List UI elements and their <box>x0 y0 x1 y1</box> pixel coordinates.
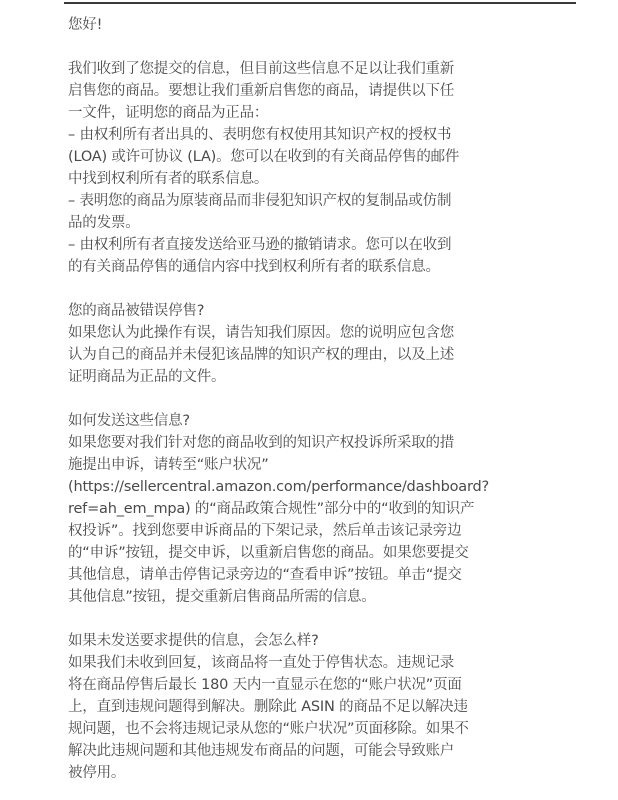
text-line: 将在商品停售后最长 180 天内一直显示在您的“账户状况”页面 <box>68 677 462 693</box>
text-line: 我们收到了您提交的信息，但目前这些信息不足以让我们重新 <box>68 61 455 77</box>
text-line: (https://sellercentral.amazon.com/performance/dashboard? <box>68 479 489 495</box>
text-line: 一文件，证明您的商品为正品： <box>68 105 269 121</box>
text-line: 品的发票。 <box>68 215 140 231</box>
text-line: 中找到权利所有者的联系信息。 <box>68 171 269 187</box>
text-line: 如果您要对我们针对您的商品收到的知识产权投诉所采取的措 <box>68 435 455 451</box>
text-line: 上，直到违规问题得到解决。删除此 ASIN 的商品不足以解决违 <box>68 699 468 715</box>
text-line: 如果我们未收到回复，该商品将一直处于停售状态。违规记录 <box>68 655 455 671</box>
text-line: ref=ah_em_mpa) 的“商品政策合规性”部分中的“收到的知识产 <box>68 501 475 517</box>
text-line: 权投诉”。找到您要申诉商品的下架记录，然后单击该记录旁边 <box>68 523 462 539</box>
top-divider <box>64 2 576 4</box>
text-line: – 由权利所有者出具的、表明您有权使用其知识产权的授权书 <box>68 127 452 143</box>
text-line: 其他信息，请单击停售记录旁边的“查看申诉”按钮。单击“提交 <box>68 567 462 583</box>
text-line: 证明商品为正品的文件。 <box>68 369 226 385</box>
text-line: 的“申诉”按钮，提交申诉，以重新启售您的商品。如果您要提交 <box>68 545 469 561</box>
text-line: 如果您认为此操作有误，请告知我们原因。您的说明应包含您 <box>68 325 455 341</box>
text-line: – 表明您的商品为原装商品而非侵犯知识产权的复制品或仿制 <box>68 193 452 209</box>
text-line: 的有关商品停售的通信内容中找到权利所有者的联系信息。 <box>68 259 440 275</box>
text-line: 解决此违规问题和其他违规发布商品的问题，可能会导致账户 <box>68 743 455 759</box>
text-line: – 由权利所有者直接发送给亚马逊的撤销请求。您可以在收到 <box>68 237 452 253</box>
paragraph-if-not-sent <box>68 630 558 784</box>
paragraph-info-insufficient <box>68 58 558 278</box>
greeting: 您好! <box>68 17 103 33</box>
text-line: 施提出申诉，请转至“账户状况” <box>68 457 269 473</box>
text-line: 认为自己的商品并未侵犯该品牌的知识产权的理由，以及上述 <box>68 347 455 363</box>
text-line: 规问题，也不会将违规记录从您的“账户状况”页面移除。如果不 <box>68 721 469 737</box>
text-line: 启售您的商品。要想让我们重新启售您的商品，请提供以下任 <box>68 83 455 99</box>
text-line: 如果未发送要求提供的信息，会怎么样? <box>68 633 319 649</box>
paragraph-wrongly-deactivated <box>68 300 558 388</box>
text-line: 其他信息”按钮，提交重新启售商品所需的信息。 <box>68 589 376 605</box>
text-line: 被停用。 <box>68 765 126 781</box>
paragraph-how-to-send <box>68 410 558 608</box>
text-line: 您的商品被错误停售? <box>68 303 205 319</box>
text-line: 如何发送这些信息? <box>68 413 190 429</box>
email-body <box>68 14 558 784</box>
text-line: (LOA) 或许可协议 (LA)。您可以在收到的有关商品停售的邮件 <box>68 149 460 165</box>
